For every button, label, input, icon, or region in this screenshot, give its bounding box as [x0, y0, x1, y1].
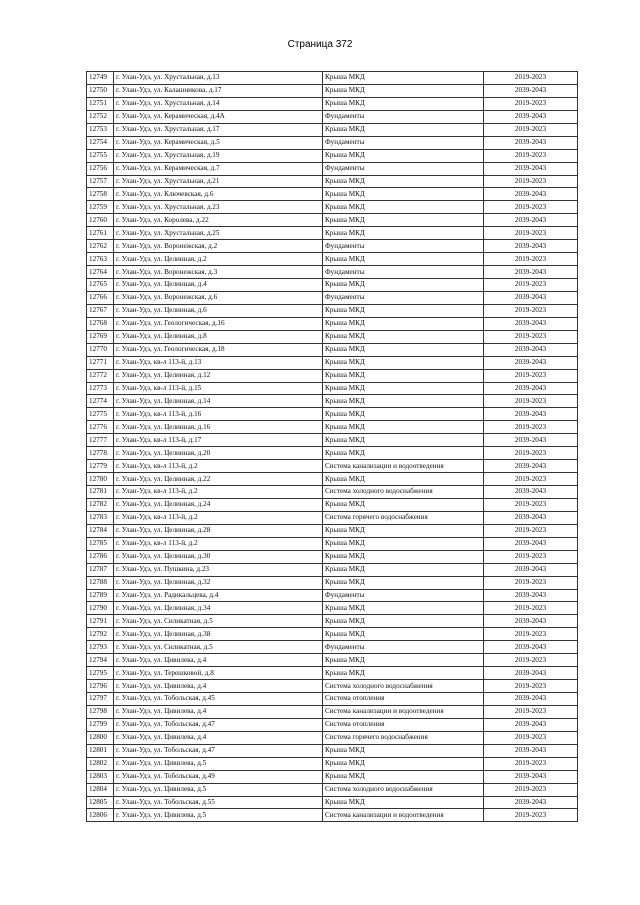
cell-address: г. Улан-Удэ, ул. Целинная, д.16 [114, 421, 323, 434]
cell-address: г. Улан-Удэ, ул. Целинная, д.8 [114, 330, 323, 343]
table-row [87, 563, 578, 576]
cell-work-type: Система канализации и водоотведения [323, 809, 484, 822]
cell-address: г. Улан-Удэ, кв-л 113-й, д.13 [114, 356, 323, 369]
cell-address: г. Улан-Удэ, ул. Воронежская, д.2 [114, 240, 323, 253]
cell-record-number: 12789 [87, 589, 114, 602]
cell-period: 2019-2023 [484, 680, 578, 693]
cell-period: 2019-2023 [484, 628, 578, 641]
cell-record-number: 12798 [87, 705, 114, 718]
table-row [87, 460, 578, 473]
cell-address: г. Улан-Удэ, кв-л 113-й, д.15 [114, 382, 323, 395]
cell-work-type: Система горячего водоснабжения [323, 731, 484, 744]
cell-address: г. Улан-Удэ, ул. Цивилева, д.5 [114, 783, 323, 796]
cell-address: г. Улан-Удэ, ул. Калашникова, д.17 [114, 84, 323, 97]
cell-work-type: Крыша МКД [323, 796, 484, 809]
cell-record-number: 12788 [87, 576, 114, 589]
cell-record-number: 12753 [87, 123, 114, 136]
cell-work-type: Крыша МКД [323, 615, 484, 628]
cell-record-number: 12766 [87, 291, 114, 304]
cell-work-type: Крыша МКД [323, 498, 484, 511]
cell-period: 2019-2023 [484, 304, 578, 317]
cell-period: 2019-2023 [484, 524, 578, 537]
cell-period: 2019-2023 [484, 421, 578, 434]
table-row [87, 304, 578, 317]
cell-record-number: 12767 [87, 304, 114, 317]
table-row [87, 136, 578, 149]
cell-address: г. Улан-Удэ, ул. Геологическая, д.18 [114, 343, 323, 356]
cell-period: 2039-2043 [484, 486, 578, 499]
cell-address: г. Улан-Удэ, ул. Воронежская, д.3 [114, 266, 323, 279]
cell-work-type: Крыша МКД [323, 201, 484, 214]
cell-address: г. Улан-Удэ, ул. Целинная, д.34 [114, 602, 323, 615]
cell-period: 2039-2043 [484, 615, 578, 628]
cell-period: 2019-2023 [484, 783, 578, 796]
cell-record-number: 12783 [87, 511, 114, 524]
cell-period: 2039-2043 [484, 162, 578, 175]
cell-work-type: Фундаменты [323, 162, 484, 175]
cell-address: г. Улан-Удэ, ул. Тобольская, д.49 [114, 770, 323, 783]
table-body [87, 72, 578, 822]
cell-record-number: 12793 [87, 641, 114, 654]
cell-address: г. Улан-Удэ, ул. Геологическая, д.16 [114, 317, 323, 330]
table-row [87, 266, 578, 279]
cell-address: г. Улан-Удэ, ул. Терешковой, д.8 [114, 667, 323, 680]
cell-record-number: 12780 [87, 473, 114, 486]
cell-period: 2019-2023 [484, 757, 578, 770]
cell-period: 2019-2023 [484, 369, 578, 382]
cell-address: г. Улан-Удэ, ул. Целинная, д.38 [114, 628, 323, 641]
cell-record-number: 12759 [87, 201, 114, 214]
cell-record-number: 12805 [87, 796, 114, 809]
cell-address: г. Улан-Удэ, ул. Тобольская, д.45 [114, 693, 323, 706]
table-row [87, 511, 578, 524]
cell-address: г. Улан-Удэ, ул. Керамическая, д.7 [114, 162, 323, 175]
cell-work-type: Крыша МКД [323, 304, 484, 317]
cell-address: г. Улан-Удэ, ул. Целинная, д.6 [114, 304, 323, 317]
cell-address: г. Улан-Удэ, ул. Хрустальная, д.25 [114, 227, 323, 240]
table-row [87, 589, 578, 602]
table-row [87, 291, 578, 304]
cell-work-type: Система канализации и водоотведения [323, 460, 484, 473]
cell-record-number: 12785 [87, 537, 114, 550]
cell-address: г. Улан-Удэ, ул. Хрустальная, д.23 [114, 201, 323, 214]
cell-work-type: Крыша МКД [323, 524, 484, 537]
cell-address: г. Улан-Удэ, ул. Радикальцева, д.4 [114, 589, 323, 602]
cell-work-type: Крыша МКД [323, 770, 484, 783]
cell-address: г. Улан-Удэ, ул. Королева, д.22 [114, 214, 323, 227]
cell-address: г. Улан-Удэ, ул. Керамическая, д.4А [114, 110, 323, 123]
cell-period: 2019-2023 [484, 201, 578, 214]
table-row [87, 214, 578, 227]
cell-address: г. Улан-Удэ, ул. Целинная, д.24 [114, 498, 323, 511]
table-row [87, 744, 578, 757]
cell-work-type: Крыша МКД [323, 654, 484, 667]
cell-record-number: 12781 [87, 486, 114, 499]
table-row [87, 149, 578, 162]
repair-schedule-table [86, 71, 578, 822]
cell-period: 2019-2023 [484, 447, 578, 460]
cell-address: г. Улан-Удэ, кв-л 113-й, д.2 [114, 511, 323, 524]
cell-period: 2039-2043 [484, 84, 578, 97]
cell-record-number: 12770 [87, 343, 114, 356]
cell-period: 2039-2043 [484, 744, 578, 757]
cell-address: г. Улан-Удэ, ул. Цивилева, д.4 [114, 731, 323, 744]
table-row [87, 615, 578, 628]
cell-address: г. Улан-Удэ, ул. Силикатная, д.5 [114, 615, 323, 628]
cell-record-number: 12790 [87, 602, 114, 615]
cell-period: 2039-2043 [484, 460, 578, 473]
cell-period: 2019-2023 [484, 149, 578, 162]
cell-work-type: Крыша МКД [323, 473, 484, 486]
cell-record-number: 12782 [87, 498, 114, 511]
cell-address: г. Улан-Удэ, ул. Цивилева, д.4 [114, 680, 323, 693]
cell-work-type: Крыша МКД [323, 382, 484, 395]
table-row [87, 330, 578, 343]
page-title: Страница 372 [287, 39, 353, 50]
cell-work-type: Система горячего водоснабжения [323, 511, 484, 524]
cell-work-type: Крыша МКД [323, 214, 484, 227]
cell-address: г. Улан-Удэ, ул. Тобольская, д.47 [114, 744, 323, 757]
cell-address: г. Улан-Удэ, ул. Целинная, д.12 [114, 369, 323, 382]
cell-address: г. Улан-Удэ, ул. Ключевская, д.6 [114, 188, 323, 201]
cell-record-number: 12762 [87, 240, 114, 253]
cell-period: 2019-2023 [484, 809, 578, 822]
cell-record-number: 12757 [87, 175, 114, 188]
cell-work-type: Фундаменты [323, 240, 484, 253]
table-row [87, 382, 578, 395]
table-row [87, 550, 578, 563]
cell-address: г. Улан-Удэ, ул. Тобольская, д.47 [114, 718, 323, 731]
cell-period: 2019-2023 [484, 705, 578, 718]
cell-work-type: Крыша МКД [323, 227, 484, 240]
cell-record-number: 12764 [87, 266, 114, 279]
cell-record-number: 12795 [87, 667, 114, 680]
cell-work-type: Крыша МКД [323, 175, 484, 188]
cell-period: 2039-2043 [484, 240, 578, 253]
cell-work-type: Фундаменты [323, 589, 484, 602]
cell-address: г. Улан-Удэ, ул. Воронежская, д.6 [114, 291, 323, 304]
cell-period: 2039-2043 [484, 589, 578, 602]
table-row [87, 757, 578, 770]
cell-work-type: Система холодного водоснабжения [323, 680, 484, 693]
cell-work-type: Фундаменты [323, 110, 484, 123]
cell-work-type: Крыша МКД [323, 188, 484, 201]
cell-address: г. Улан-Удэ, ул. Целинная, д.22 [114, 473, 323, 486]
cell-work-type: Фундаменты [323, 266, 484, 279]
cell-period: 2039-2043 [484, 291, 578, 304]
cell-work-type: Система отопления [323, 693, 484, 706]
table-row [87, 537, 578, 550]
table-row [87, 486, 578, 499]
cell-period: 2019-2023 [484, 227, 578, 240]
cell-work-type: Крыша МКД [323, 356, 484, 369]
table-row [87, 693, 578, 706]
cell-period: 2019-2023 [484, 97, 578, 110]
cell-record-number: 12799 [87, 718, 114, 731]
cell-record-number: 12765 [87, 279, 114, 292]
table-row [87, 162, 578, 175]
cell-record-number: 12791 [87, 615, 114, 628]
table-row [87, 731, 578, 744]
table-row [87, 317, 578, 330]
cell-work-type: Система холодного водоснабжения [323, 486, 484, 499]
table-row [87, 227, 578, 240]
cell-record-number: 12777 [87, 434, 114, 447]
cell-address: г. Улан-Удэ, ул. Керамическая, д.5 [114, 136, 323, 149]
cell-work-type: Крыша МКД [323, 447, 484, 460]
cell-work-type: Крыша МКД [323, 408, 484, 421]
cell-record-number: 12763 [87, 253, 114, 266]
table-row [87, 395, 578, 408]
table-row [87, 576, 578, 589]
cell-address: г. Улан-Удэ, ул. Целинная, д.32 [114, 576, 323, 589]
cell-record-number: 12778 [87, 447, 114, 460]
cell-address: г. Улан-Удэ, ул. Цивилева, д.5 [114, 757, 323, 770]
cell-record-number: 12784 [87, 524, 114, 537]
cell-work-type: Крыша МКД [323, 667, 484, 680]
table-row [87, 97, 578, 110]
table-row [87, 279, 578, 292]
table-row [87, 667, 578, 680]
cell-record-number: 12760 [87, 214, 114, 227]
cell-period: 2019-2023 [484, 473, 578, 486]
cell-address: г. Улан-Удэ, ул. Цивилева, д.4 [114, 705, 323, 718]
cell-record-number: 12772 [87, 369, 114, 382]
table-row [87, 421, 578, 434]
table-row [87, 809, 578, 822]
cell-period: 2039-2043 [484, 693, 578, 706]
cell-record-number: 12749 [87, 72, 114, 85]
cell-address: г. Улан-Удэ, ул. Цивилева, д.5 [114, 809, 323, 822]
cell-record-number: 12804 [87, 783, 114, 796]
cell-period: 2039-2043 [484, 537, 578, 550]
cell-work-type: Крыша МКД [323, 421, 484, 434]
table-row [87, 783, 578, 796]
cell-record-number: 12751 [87, 97, 114, 110]
cell-record-number: 12779 [87, 460, 114, 473]
cell-record-number: 12771 [87, 356, 114, 369]
table-row [87, 641, 578, 654]
cell-address: г. Улан-Удэ, ул. Тобольская, д.55 [114, 796, 323, 809]
table-row [87, 705, 578, 718]
cell-period: 2019-2023 [484, 654, 578, 667]
cell-record-number: 12797 [87, 693, 114, 706]
table-row [87, 175, 578, 188]
cell-period: 2019-2023 [484, 253, 578, 266]
cell-record-number: 12796 [87, 680, 114, 693]
cell-period: 2039-2043 [484, 110, 578, 123]
cell-period: 2039-2043 [484, 641, 578, 654]
cell-period: 2039-2043 [484, 343, 578, 356]
cell-record-number: 12755 [87, 149, 114, 162]
cell-record-number: 12761 [87, 227, 114, 240]
cell-address: г. Улан-Удэ, ул. Целинная, д.14 [114, 395, 323, 408]
table-row [87, 110, 578, 123]
cell-period: 2039-2043 [484, 408, 578, 421]
cell-period: 2039-2043 [484, 796, 578, 809]
cell-address: г. Улан-Удэ, кв-л 113-й, д.2 [114, 537, 323, 550]
cell-work-type: Крыша МКД [323, 395, 484, 408]
cell-address: г. Улан-Удэ, ул. Хрустальная, д.21 [114, 175, 323, 188]
cell-work-type: Система холодного водоснабжения [323, 783, 484, 796]
cell-record-number: 12774 [87, 395, 114, 408]
cell-record-number: 12775 [87, 408, 114, 421]
cell-record-number: 12756 [87, 162, 114, 175]
table-row [87, 473, 578, 486]
cell-work-type: Крыша МКД [323, 343, 484, 356]
cell-work-type: Фундаменты [323, 641, 484, 654]
table-row [87, 498, 578, 511]
cell-address: г. Улан-Удэ, ул. Целинная, д.30 [114, 550, 323, 563]
cell-period: 2019-2023 [484, 72, 578, 85]
table-row [87, 770, 578, 783]
cell-period: 2019-2023 [484, 175, 578, 188]
table-row [87, 654, 578, 667]
cell-record-number: 12758 [87, 188, 114, 201]
table-row [87, 201, 578, 214]
cell-period: 2039-2043 [484, 563, 578, 576]
table-row [87, 188, 578, 201]
cell-period: 2019-2023 [484, 123, 578, 136]
cell-work-type: Крыша МКД [323, 72, 484, 85]
cell-address: г. Улан-Удэ, ул. Хрустальная, д.17 [114, 123, 323, 136]
cell-address: г. Улан-Удэ, кв-л 113-й, д.2 [114, 486, 323, 499]
table-row [87, 369, 578, 382]
cell-record-number: 12802 [87, 757, 114, 770]
cell-work-type: Крыша МКД [323, 563, 484, 576]
cell-work-type: Крыша МКД [323, 97, 484, 110]
cell-work-type: Система канализации и водоотведения [323, 705, 484, 718]
cell-record-number: 12801 [87, 744, 114, 757]
cell-address: г. Улан-Удэ, кв-л 113-й, д.2 [114, 460, 323, 473]
table-row [87, 524, 578, 537]
cell-record-number: 12776 [87, 421, 114, 434]
cell-period: 2019-2023 [484, 731, 578, 744]
cell-work-type: Крыша МКД [323, 149, 484, 162]
cell-address: г. Улан-Удэ, кв-л 113-й, д.17 [114, 434, 323, 447]
cell-period: 2039-2043 [484, 214, 578, 227]
cell-address: г. Улан-Удэ, ул. Целинная, д.2 [114, 253, 323, 266]
cell-record-number: 12754 [87, 136, 114, 149]
cell-period: 2019-2023 [484, 602, 578, 615]
table-row [87, 240, 578, 253]
cell-address: г. Улан-Удэ, кв-л 113-й, д.16 [114, 408, 323, 421]
cell-record-number: 12750 [87, 84, 114, 97]
cell-work-type: Крыша МКД [323, 628, 484, 641]
table-row [87, 796, 578, 809]
cell-period: 2019-2023 [484, 395, 578, 408]
cell-work-type: Крыша МКД [323, 369, 484, 382]
cell-work-type: Крыша МКД [323, 123, 484, 136]
cell-period: 2019-2023 [484, 498, 578, 511]
cell-record-number: 12768 [87, 317, 114, 330]
cell-work-type: Крыша МКД [323, 84, 484, 97]
cell-work-type: Система отопления [323, 718, 484, 731]
cell-work-type: Фундаменты [323, 291, 484, 304]
cell-period: 2039-2043 [484, 382, 578, 395]
cell-period: 2039-2043 [484, 188, 578, 201]
cell-address: г. Улан-Удэ, ул. Целинная, д.20 [114, 447, 323, 460]
cell-period: 2039-2043 [484, 356, 578, 369]
table-row [87, 343, 578, 356]
cell-period: 2039-2043 [484, 266, 578, 279]
table-row [87, 253, 578, 266]
cell-work-type: Крыша МКД [323, 576, 484, 589]
cell-work-type: Крыша МКД [323, 744, 484, 757]
table-row [87, 356, 578, 369]
table-row [87, 434, 578, 447]
cell-period: 2039-2043 [484, 718, 578, 731]
cell-address: г. Улан-Удэ, ул. Цивилева, д.4 [114, 654, 323, 667]
cell-record-number: 12792 [87, 628, 114, 641]
table-row [87, 447, 578, 460]
cell-period: 2039-2043 [484, 434, 578, 447]
cell-record-number: 12769 [87, 330, 114, 343]
cell-work-type: Крыша МКД [323, 537, 484, 550]
cell-address: г. Улан-Удэ, ул. Хрустальная, д.13 [114, 72, 323, 85]
table-row [87, 408, 578, 421]
cell-period: 2039-2043 [484, 317, 578, 330]
cell-period: 2019-2023 [484, 576, 578, 589]
cell-record-number: 12786 [87, 550, 114, 563]
cell-period: 2019-2023 [484, 330, 578, 343]
table-row [87, 84, 578, 97]
cell-record-number: 12794 [87, 654, 114, 667]
cell-address: г. Улан-Удэ, ул. Силикатная, д.5 [114, 641, 323, 654]
cell-record-number: 12803 [87, 770, 114, 783]
table-row [87, 123, 578, 136]
cell-period: 2039-2043 [484, 770, 578, 783]
cell-address: г. Улан-Удэ, ул. Целинная, д.4 [114, 279, 323, 292]
cell-work-type: Крыша МКД [323, 330, 484, 343]
cell-work-type: Крыша МКД [323, 434, 484, 447]
table-row [87, 628, 578, 641]
cell-work-type: Крыша МКД [323, 279, 484, 292]
cell-address: г. Улан-Удэ, ул. Целинная, д.28 [114, 524, 323, 537]
cell-address: г. Улан-Удэ, ул. Пушкина, д.23 [114, 563, 323, 576]
cell-work-type: Крыша МКД [323, 602, 484, 615]
table-row [87, 680, 578, 693]
cell-record-number: 12773 [87, 382, 114, 395]
cell-address: г. Улан-Удэ, ул. Хрустальная, д.19 [114, 149, 323, 162]
cell-work-type: Крыша МКД [323, 253, 484, 266]
cell-period: 2039-2043 [484, 511, 578, 524]
cell-work-type: Крыша МКД [323, 757, 484, 770]
cell-work-type: Фундаменты [323, 136, 484, 149]
cell-period: 2019-2023 [484, 550, 578, 563]
cell-work-type: Крыша МКД [323, 550, 484, 563]
table-row [87, 602, 578, 615]
cell-record-number: 12800 [87, 731, 114, 744]
table-row [87, 72, 578, 85]
cell-period: 2039-2043 [484, 667, 578, 680]
cell-record-number: 12806 [87, 809, 114, 822]
cell-period: 2019-2023 [484, 279, 578, 292]
cell-address: г. Улан-Удэ, ул. Хрустальная, д.14 [114, 97, 323, 110]
cell-period: 2039-2043 [484, 136, 578, 149]
cell-record-number: 12787 [87, 563, 114, 576]
cell-record-number: 12752 [87, 110, 114, 123]
table-row [87, 718, 578, 731]
cell-work-type: Крыша МКД [323, 317, 484, 330]
